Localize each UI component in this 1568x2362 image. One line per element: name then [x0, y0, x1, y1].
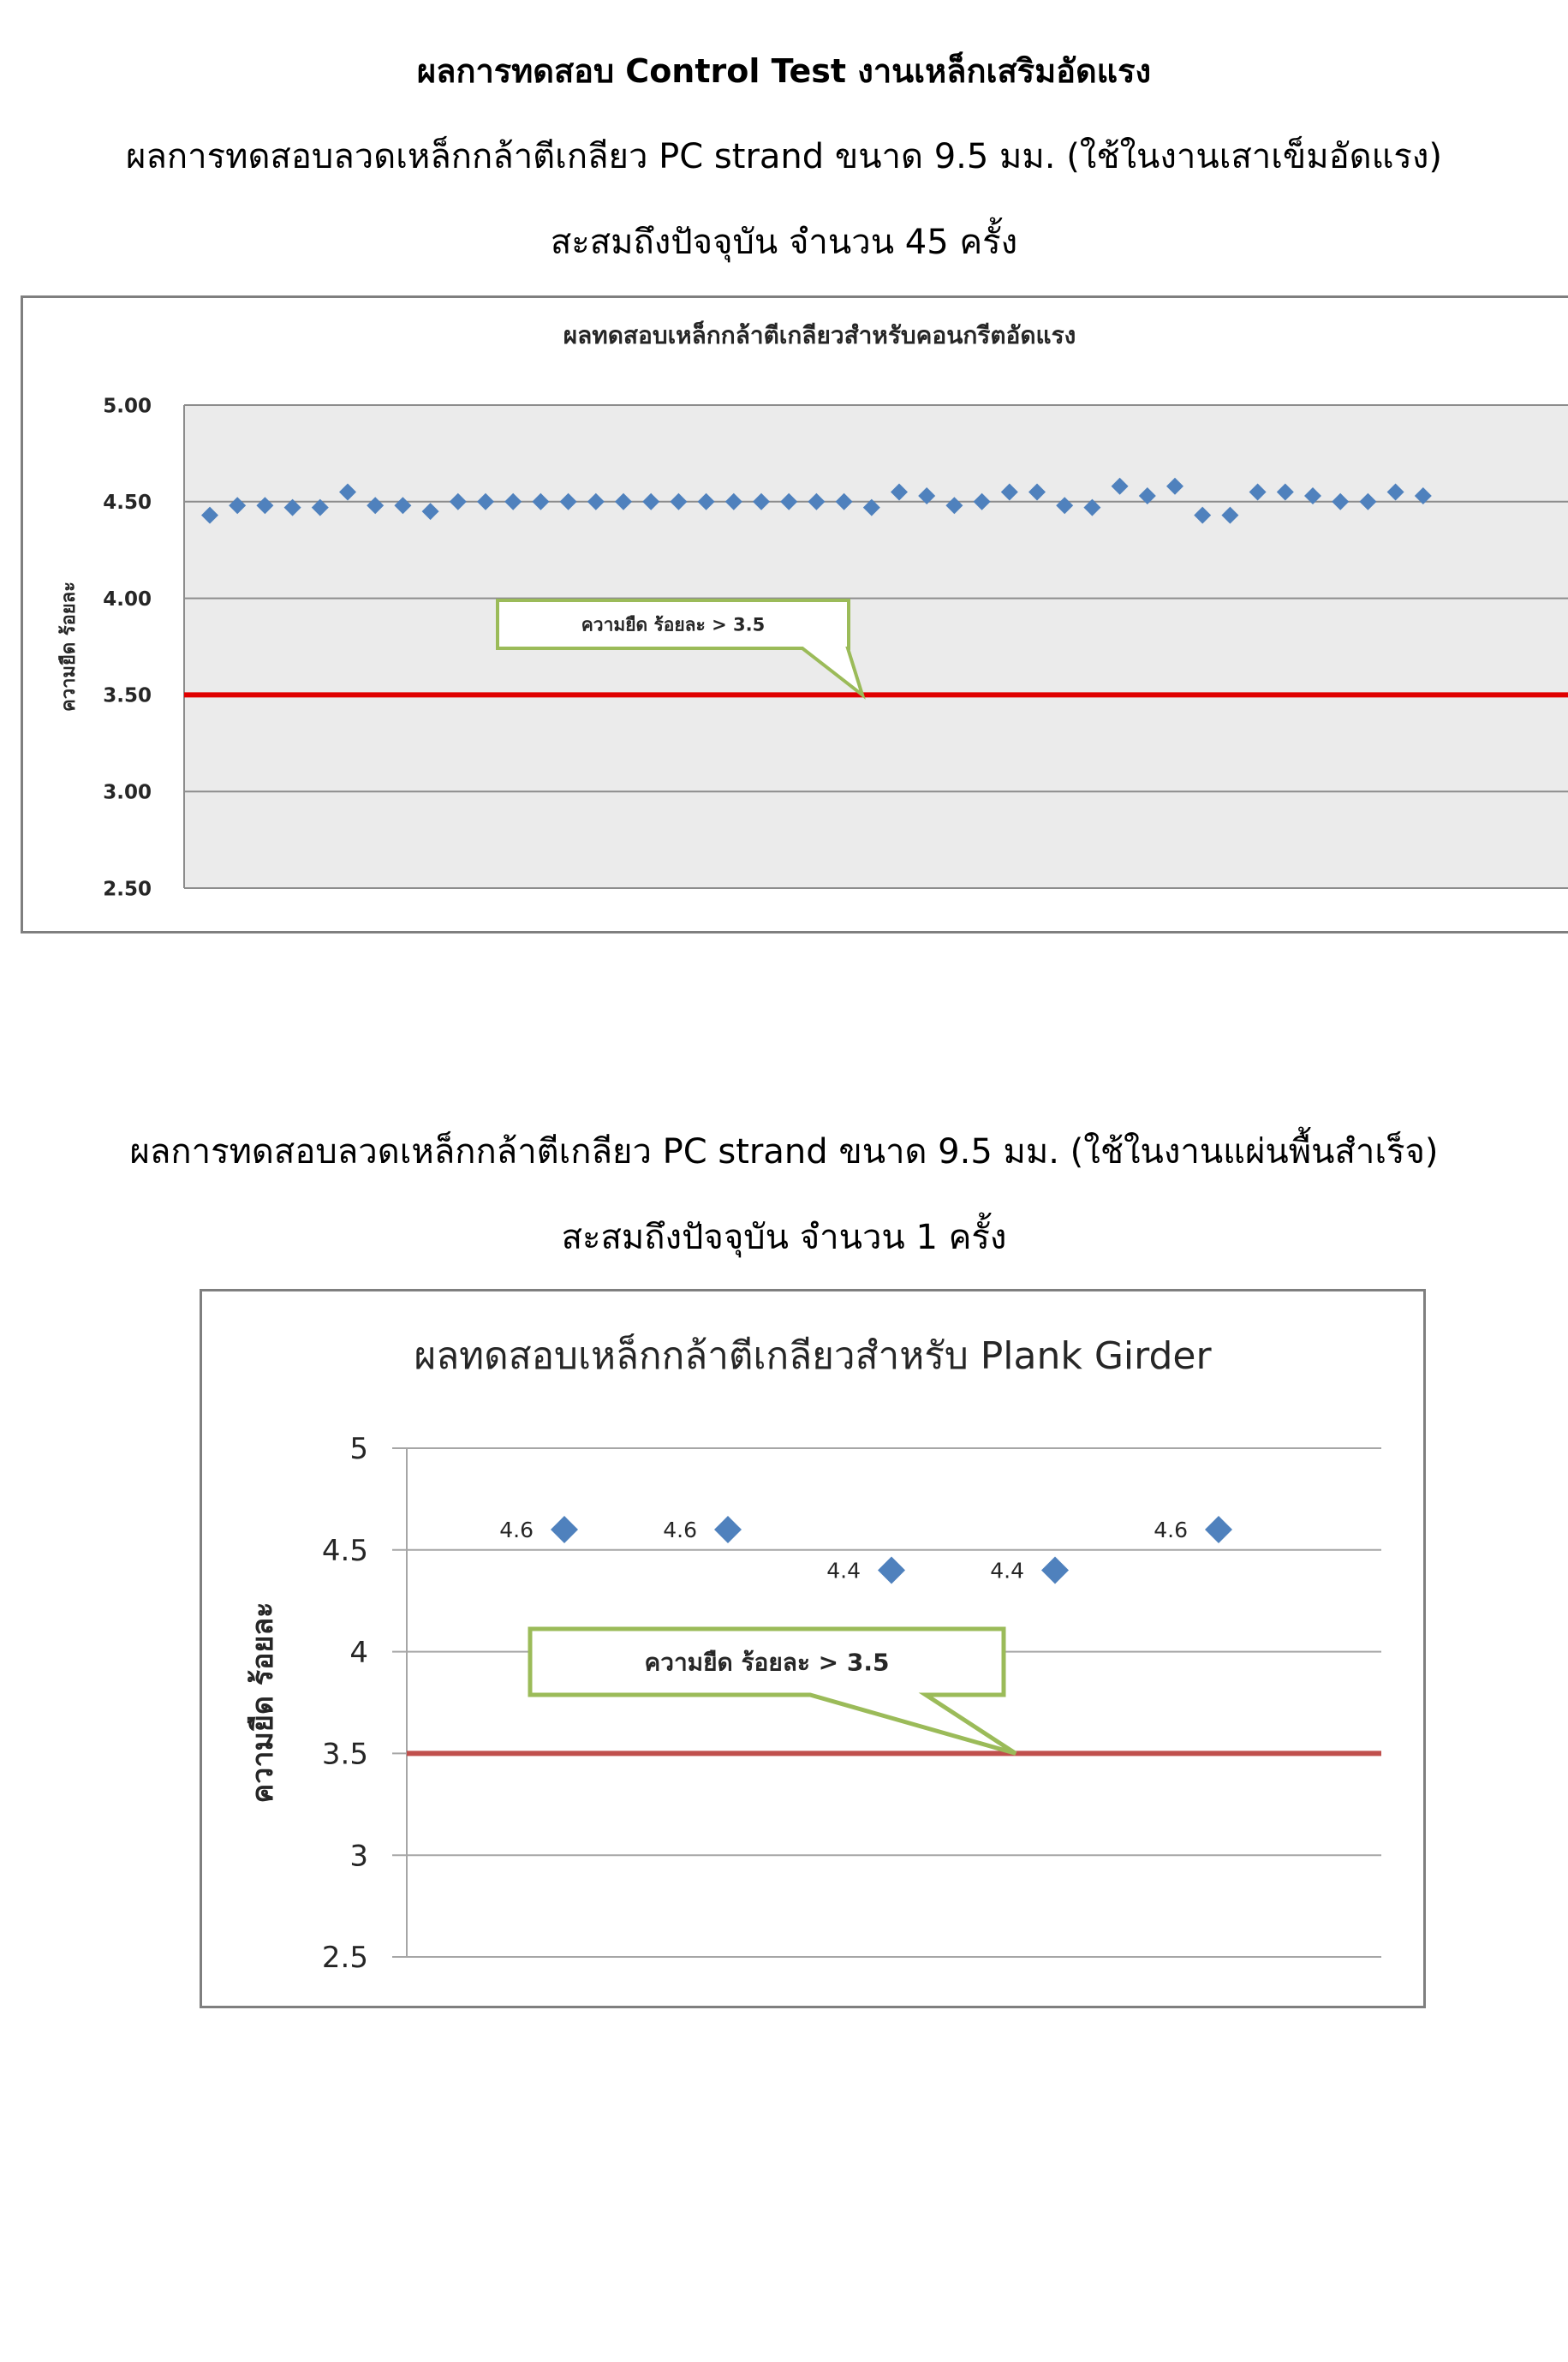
chart2-svg — [202, 1291, 1423, 2006]
y-tick-label: 5 — [349, 1432, 368, 1467]
callout-label: ความยืด ร้อยละ > 3.5 — [644, 1648, 890, 1677]
y-axis-label: ความยืด ร้อยละ — [58, 582, 80, 712]
data-label-5: 4.6 — [1154, 1517, 1188, 1542]
chart1-frame — [21, 295, 1568, 933]
section2-heading: ผลการทดสอบลวดเหล็กกล้าตีเกลียว PC strand ขนาด 9.5 มม. (ใช้ในงานแผ่นพื้นสำเร็จ) — [129, 1132, 1439, 1172]
y-tick-label: 2.5 — [321, 1941, 368, 1976]
chart-title: ผลทดสอบเหล็กกล้าตีเกลียวสำหรับ Plank Girder — [414, 1334, 1212, 1378]
data-label-2: 4.6 — [663, 1517, 697, 1542]
page-title: ผลการทดสอบ Control Test งานเหล็กเสริมอัดแรง — [416, 52, 1152, 90]
section1-count: สะสมถึงปัจจุบัน จำนวน 45 ครั้ง — [550, 223, 1018, 262]
data-label-1: 4.6 — [499, 1517, 534, 1542]
section2-count: สะสมถึงปัจจุบัน จำนวน 1 ครั้ง — [561, 1218, 1007, 1257]
y-tick-label: 4 — [349, 1635, 368, 1670]
y-tick-label: 4.5 — [321, 1534, 368, 1569]
y-axis-label: ความยืด ร้อยละ — [246, 1602, 280, 1804]
callout-label: ความยืด ร้อยละ > 3.5 — [581, 614, 766, 635]
data-label-4: 4.4 — [990, 1558, 1024, 1584]
chart1-svg — [23, 298, 1568, 931]
section1-heading: ผลการทดสอบลวดเหล็กกล้าตีเกลียว PC strand ขนาด 9.5 มม. (ใช้ในงานเสาเข็มอัดแรง) — [125, 137, 1443, 176]
y-tick-label: 3.5 — [321, 1737, 368, 1772]
y-tick-label: 5.00 — [103, 395, 152, 418]
y-tick-label: 3 — [349, 1839, 368, 1874]
y-tick-label: 4.00 — [103, 588, 152, 611]
chart-title: ผลทดสอบเหล็กกล้าตีเกลียวสำหรับคอนกรีตอัดแรง — [563, 321, 1076, 349]
chart2-frame — [200, 1289, 1426, 2008]
y-tick-label: 2.50 — [103, 878, 152, 901]
y-tick-label: 3.50 — [103, 684, 152, 707]
y-tick-label: 3.00 — [103, 781, 152, 804]
y-tick-label: 4.50 — [103, 492, 152, 515]
plot-area — [184, 405, 1568, 888]
data-label-3: 4.4 — [826, 1558, 861, 1584]
